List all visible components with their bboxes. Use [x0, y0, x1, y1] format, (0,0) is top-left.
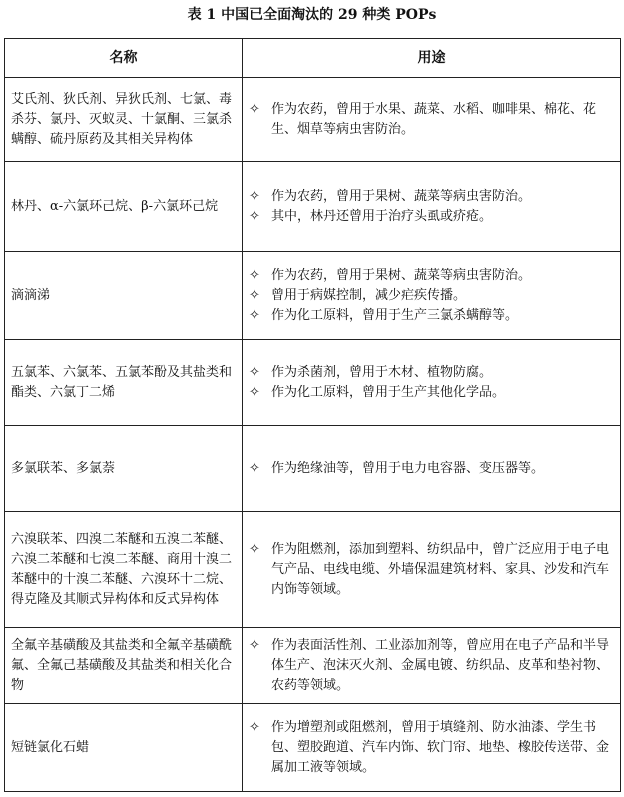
diamond-bullet-icon: ✧ — [249, 208, 260, 224]
table-row — [5, 252, 621, 340]
use-text: 作为化工原料，曾用于生产其他化学品。 — [271, 384, 506, 400]
use-item — [249, 100, 614, 140]
table-row — [5, 704, 621, 792]
use-item — [249, 636, 614, 696]
use-item — [249, 187, 614, 207]
use-text: 作为阻燃剂，添加到塑料、纺织品中，曾广泛应用于电子电气产品、电线电缆、外墙保温建筑材料、家具、沙发和汽车内饰等领域。 — [271, 541, 610, 597]
row-use-cell — [243, 512, 621, 628]
table-row — [5, 78, 621, 162]
use-text: 作为杀菌剂，曾用于木材、植物防腐。 — [271, 364, 493, 380]
use-text: 作为表面活性剂、工业添加剂等，曾应用在电子产品和半导体生产、泡沫灭火剂、金属电镀、纺织品、皮革和垫衬物、农药等领域。 — [271, 637, 610, 693]
diamond-bullet-icon: ✧ — [249, 384, 260, 400]
use-item — [249, 363, 614, 383]
row-use-cell — [243, 426, 621, 512]
header-use: 用途 — [243, 39, 621, 78]
table-body — [5, 78, 621, 792]
diamond-bullet-icon: ✧ — [249, 188, 260, 204]
pops-table — [4, 38, 621, 792]
use-item — [249, 459, 614, 479]
row-name-cell: 短链氯化石蜡 — [5, 704, 243, 792]
row-name-cell: 全氟辛基磺酸及其盐类和全氟辛基磺酰氟、全氟己基磺酸及其盐类和相关化合物 — [5, 628, 243, 704]
row-use-cell — [243, 340, 621, 426]
row-name-cell: 多氯联苯、多氯萘 — [5, 426, 243, 512]
table-row — [5, 426, 621, 512]
use-text: 曾用于病媒控制，减少疟疾传播。 — [271, 287, 467, 303]
use-text: 其中，林丹还曾用于治疗头虱或疥疮。 — [271, 208, 493, 224]
use-item — [249, 266, 614, 286]
row-use-cell — [243, 78, 621, 162]
row-name-cell: 六溴联苯、四溴二苯醚和五溴二苯醚、六溴二苯醚和七溴二苯醚、商用十溴二苯醚中的十溴二苯醚、六溴环十二烷、得克隆及其顺式异构体和反式异构体 — [5, 512, 243, 628]
use-item — [249, 207, 614, 227]
use-item — [249, 306, 614, 326]
use-item — [249, 718, 614, 778]
table-row — [5, 162, 621, 252]
header-row — [5, 39, 621, 78]
table-row — [5, 512, 621, 628]
row-use-cell — [243, 252, 621, 340]
table-caption: 表 1 中国已全面淘汰的 29 种类 POPs — [187, 7, 437, 23]
row-use-cell — [243, 704, 621, 792]
row-name-cell: 艾氏剂、狄氏剂、异狄氏剂、七氯、毒杀芬、氯丹、灭蚁灵、十氯酮、三氯杀螨醇、硫丹原药及其相关异构体 — [5, 78, 243, 162]
use-item — [249, 286, 614, 306]
diamond-bullet-icon: ✧ — [249, 460, 260, 476]
row-name-cell: 林丹、α-六氯环己烷、β-六氯环己烷 — [5, 162, 243, 252]
diamond-bullet-icon: ✧ — [249, 541, 260, 557]
use-text: 作为化工原料，曾用于生产三氯杀螨醇等。 — [271, 307, 519, 323]
row-use-cell — [243, 628, 621, 704]
header-name: 名称 — [5, 39, 243, 78]
diamond-bullet-icon: ✧ — [249, 637, 260, 653]
table-row — [5, 628, 621, 704]
use-item — [249, 540, 614, 600]
row-use-cell — [243, 162, 621, 252]
use-text: 作为农药，曾用于水果、蔬菜、水稻、咖啡果、棉花、花生、烟草等病虫害防治。 — [271, 101, 597, 137]
use-text: 作为绝缘油等，曾用于电力电容器、变压器等。 — [271, 460, 545, 476]
diamond-bullet-icon: ✧ — [249, 364, 260, 380]
diamond-bullet-icon: ✧ — [249, 307, 260, 323]
table-row — [5, 340, 621, 426]
diamond-bullet-icon: ✧ — [249, 101, 260, 117]
use-text: 作为农药，曾用于果树、蔬菜等病虫害防治。 — [271, 188, 532, 204]
diamond-bullet-icon: ✧ — [249, 719, 260, 735]
row-name-cell: 五氯苯、六氯苯、五氯苯酚及其盐类和酯类、六氯丁二烯 — [5, 340, 243, 426]
row-name-cell: 滴滴涕 — [5, 252, 243, 340]
diamond-bullet-icon: ✧ — [249, 267, 260, 283]
use-item — [249, 383, 614, 403]
diamond-bullet-icon: ✧ — [249, 287, 260, 303]
use-text: 作为增塑剂或阻燃剂，曾用于填缝剂、防水油漆、学生书包、塑胶跑道、汽车内饰、软门帘、地垫、橡胶传送带、金属加工液等领域。 — [271, 719, 610, 775]
use-text: 作为农药，曾用于果树、蔬菜等病虫害防治。 — [271, 267, 532, 283]
